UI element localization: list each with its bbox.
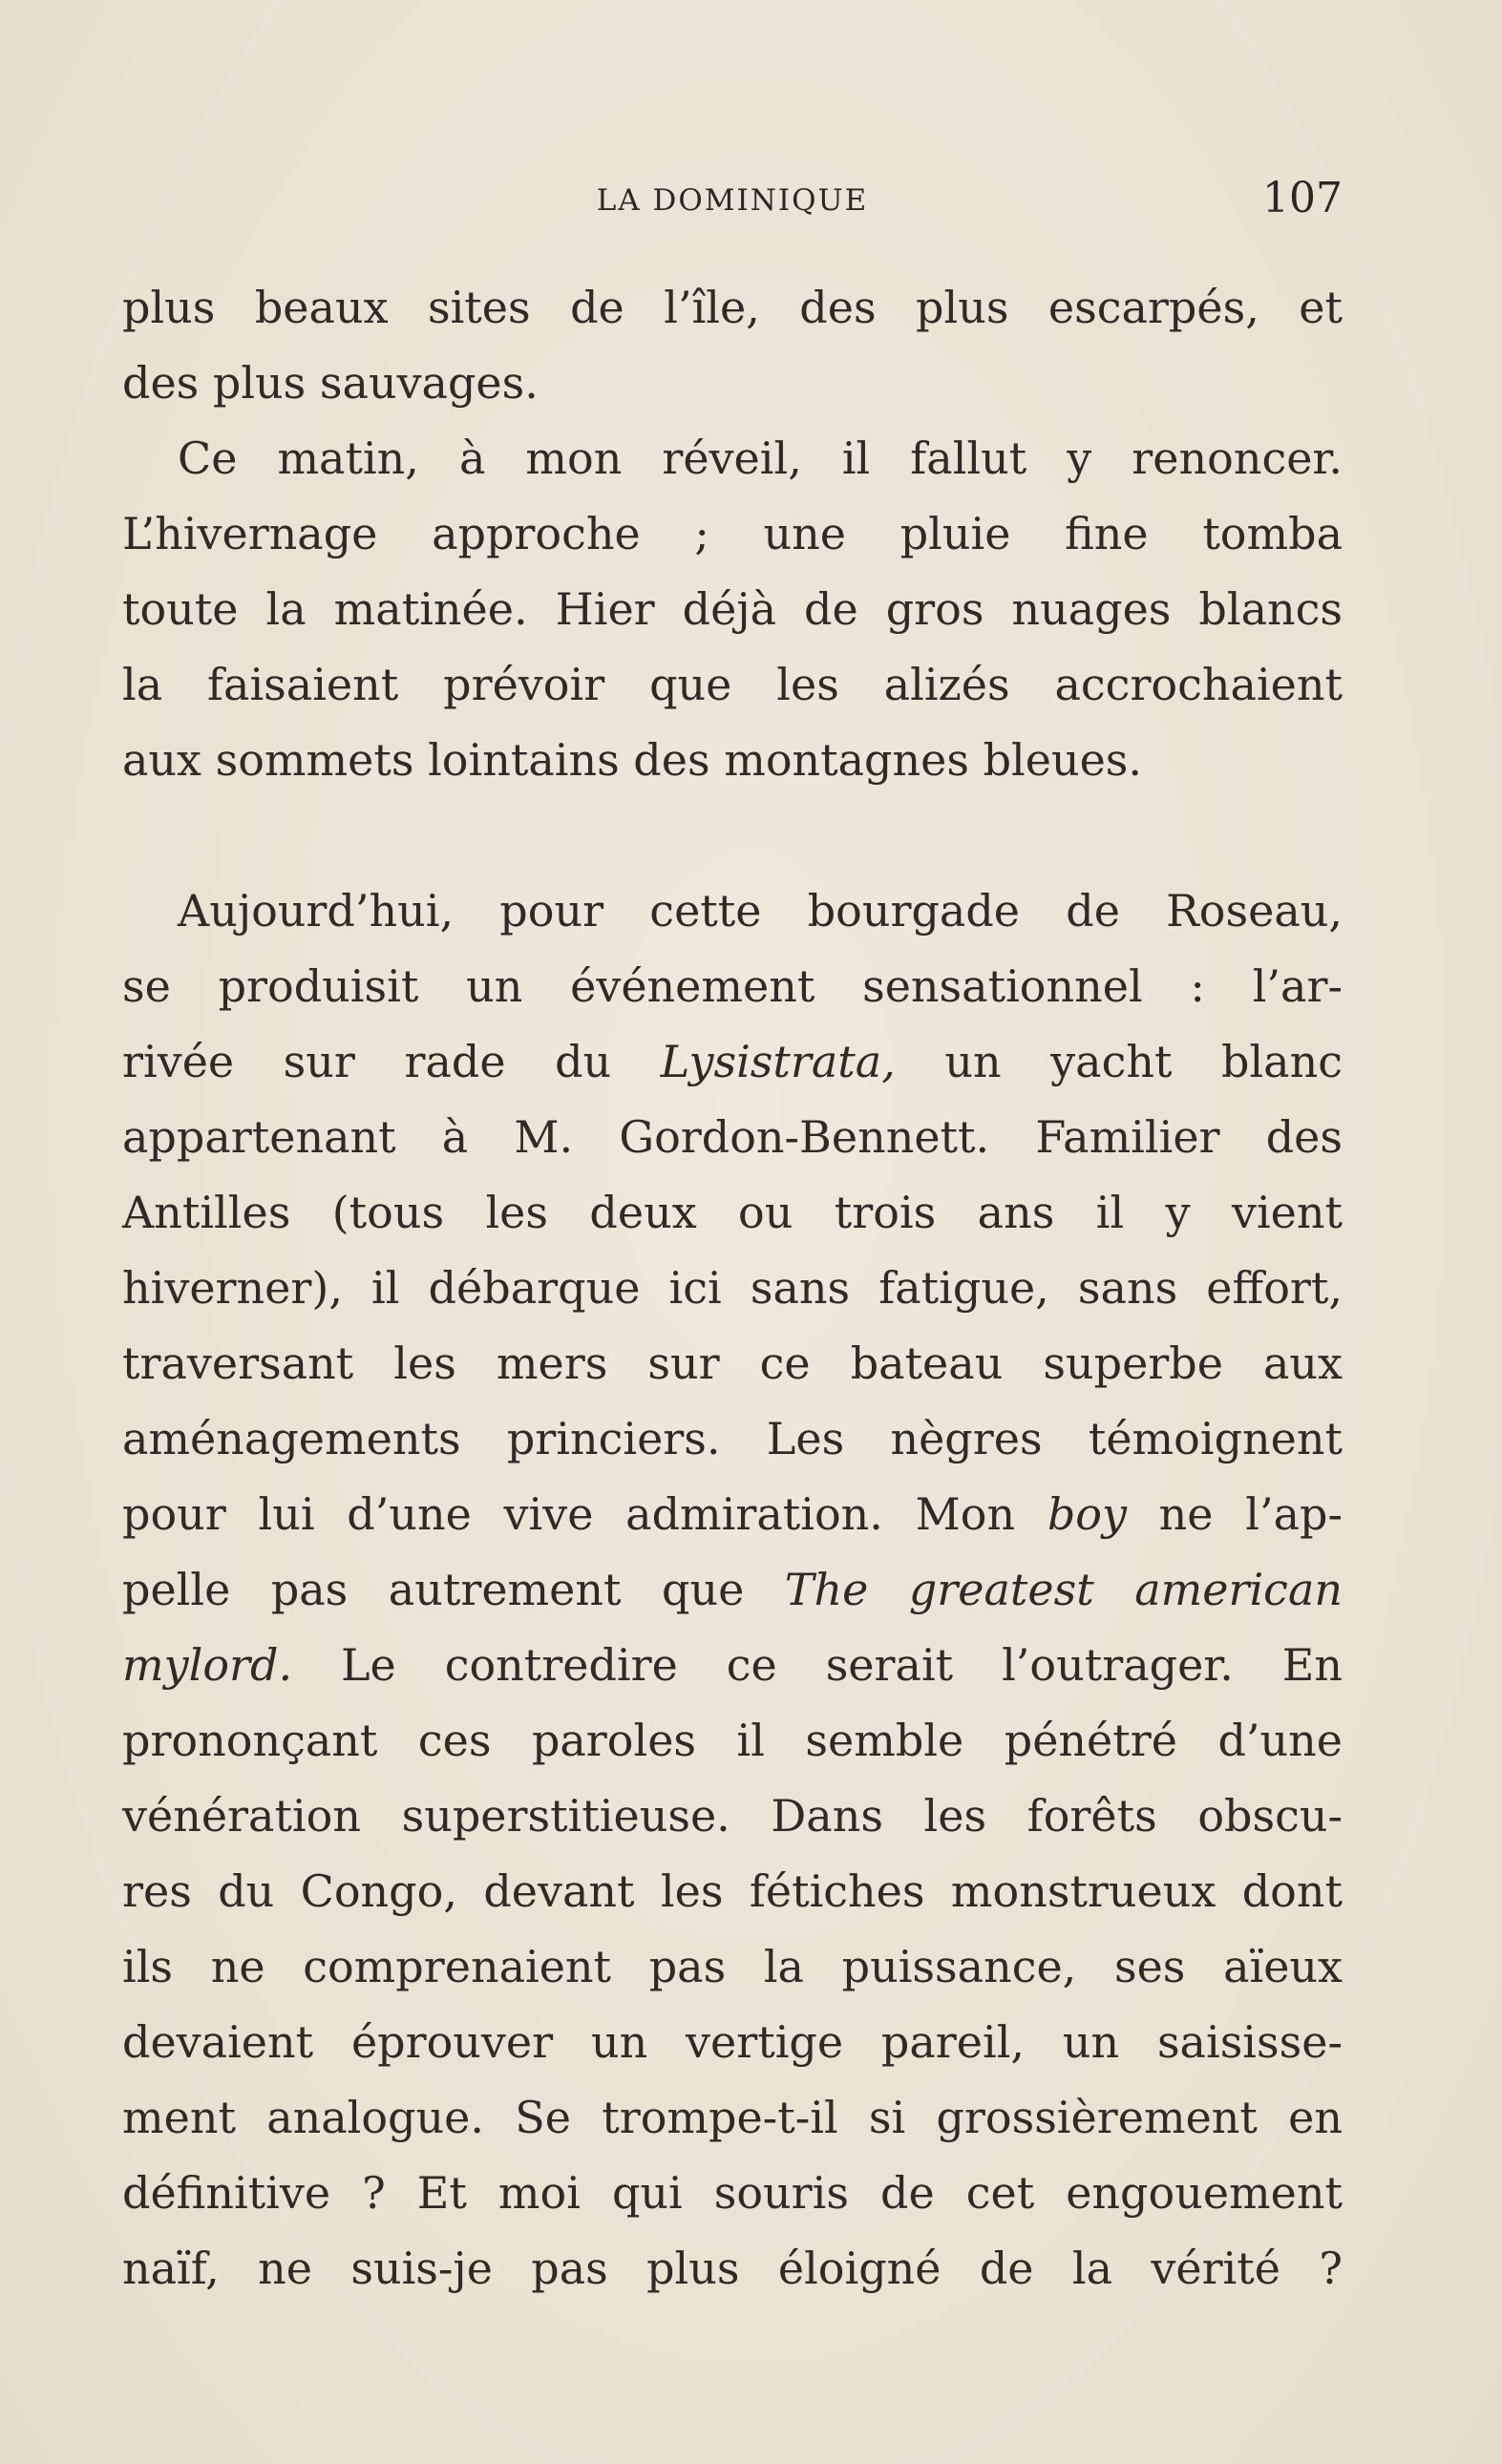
italic-word: boy bbox=[1047, 1488, 1127, 1540]
text-line: vénération superstitieuse. Dans les forêts obscu- bbox=[122, 1790, 1343, 1842]
text-run: rivée sur rade du bbox=[122, 1036, 661, 1087]
text-line: traversant les mers sur ce bateau superbe aux bbox=[122, 1337, 1343, 1389]
text-line: aménagements princiers. Les nègres témoignent bbox=[122, 1413, 1343, 1464]
text-run: ne l’ap- bbox=[1126, 1488, 1343, 1540]
text-line: prononçant ces paroles il semble pénétré d’une bbox=[122, 1715, 1343, 1766]
text-line bbox=[122, 1024, 1343, 1100]
text-line: toute la matinée. Hier déjà de gros nuages blancs bbox=[122, 583, 1343, 635]
text-line: Aujourd’hui, pour cette bourgade de Roseau, bbox=[178, 885, 1343, 937]
running-title: LA DOMINIQUE bbox=[596, 183, 869, 218]
text-line: devaient éprouver un vertige pareil, un saisisse- bbox=[122, 2016, 1343, 2068]
italic-phrase: mylord. bbox=[122, 1639, 293, 1691]
running-head bbox=[122, 174, 1343, 222]
text-line: ils ne comprenaient pas la puissance, ses aïeux bbox=[122, 1941, 1343, 1992]
text-line: plus beaux sites de l’île, des plus escarpés, et bbox=[122, 282, 1343, 333]
paragraph-continuation bbox=[122, 270, 1343, 421]
text-line: ment analogue. Se trompe-t-il si grossièrement en bbox=[122, 2092, 1343, 2143]
text-line: des plus sauvages. bbox=[122, 357, 539, 409]
paragraph-yacht bbox=[122, 874, 1343, 2306]
paragraph-morning bbox=[122, 421, 1343, 798]
text-line: la faisaient prévoir que les alizés accrochaient bbox=[122, 659, 1343, 710]
text-line: Ce matin, à mon réveil, il fallut y renoncer. bbox=[178, 432, 1343, 484]
text-line: Antilles (tous les deux ou trois ans il y vient bbox=[122, 1187, 1343, 1238]
text-run: pour lui d’une vive admiration. Mon bbox=[122, 1488, 1047, 1540]
text-line: aux sommets lointains des montagnes bleues. bbox=[122, 734, 1143, 786]
text-line: hiverner), il débarque ici sans fatigue, sans effort, bbox=[122, 1262, 1343, 1314]
text-line bbox=[122, 1477, 1343, 1552]
text-run: un yacht blanc bbox=[895, 1036, 1343, 1087]
text-line: appartenant à M. Gordon-Bennett. Familier des bbox=[122, 1111, 1343, 1163]
text-line bbox=[122, 1552, 1343, 1628]
text-line bbox=[122, 1628, 1343, 1703]
italic-ship-name: Lysistrata, bbox=[660, 1036, 896, 1087]
italic-phrase: The greatest american bbox=[784, 1564, 1343, 1615]
text-run: Le contredire ce serait l’outrager. En bbox=[292, 1639, 1343, 1691]
text-line: res du Congo, devant les fétiches monstrueux dont bbox=[122, 1865, 1343, 1917]
body-text bbox=[122, 270, 1343, 2306]
text-line: naïf, ne suis-je pas plus éloigné de la vérité ? bbox=[122, 2243, 1343, 2294]
text-run: pelle pas autrement que bbox=[122, 1564, 785, 1615]
text-line: L’hivernage approche ; une pluie fine tomba bbox=[122, 508, 1343, 559]
page-number: 107 bbox=[1262, 174, 1343, 222]
text-line: se produisit un événement sensationnel : l’ar- bbox=[122, 960, 1343, 1012]
section-break bbox=[122, 798, 1343, 874]
text-line: définitive ? Et moi qui souris de cet engouement bbox=[122, 2167, 1343, 2219]
